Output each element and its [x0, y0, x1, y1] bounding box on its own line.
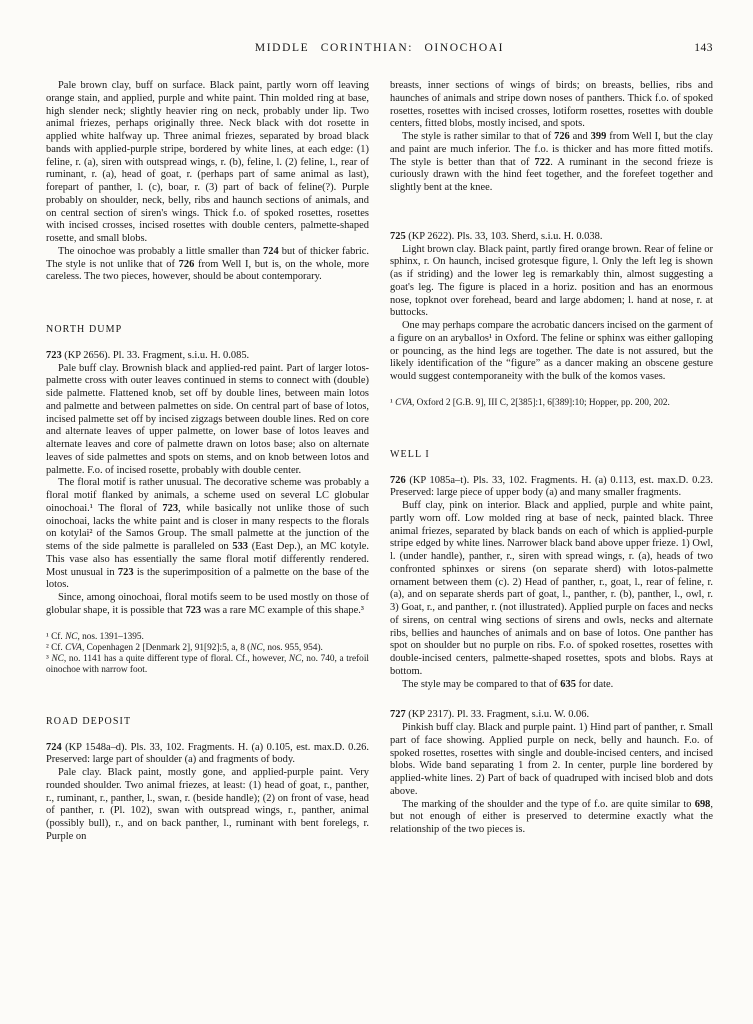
catalog-entry-heading: 723 (KP 2656). Pl. 33. Fragment, s.i.u. H. 0.085.: [46, 349, 250, 361]
running-head: [46, 42, 713, 54]
section-heading: ROAD DEPOSIT: [46, 715, 132, 727]
paragraph: Pale clay. Black paint, mostly gone, and applied-purple paint. Very rounded shoulder. Two animal friezes, at least: (1) head of goat, r., panther, r., ruminant, r., panther, l., swan, r. (beside handle); (2) on front of vase, head of panther, r. (Pl. 102), swan with outspread wings, r., panther, animal (possibly bull), r., and on back panther, l., ruminant with bent forelegs, r. Purple on: [46, 767, 369, 842]
section-heading: WELL I: [390, 448, 430, 460]
paragraph: Pale buff clay. Brownish black and applied-red paint. Part of larger lotos-palmette cross with outer leaves continued in stems to connect with (double) side palmette. Flattened knob, set off by double lines, between main lotos and palmette and between palmettes on side. On central part of base of lotos, incised palmette set off by incised zigzags between double lines. Red on core and alternate leaves of upper palmette, on lower base of lotos leaves and alternate leaves and core of palmette drawn on lotos base; also on alternate leaves of side palmettes and spots on stems, and on knob between lotos and palmette. F.o. of incised rosette, probably with double center.: [46, 362, 369, 476]
text-columns: [46, 80, 713, 844]
paragraph: Light brown clay. Black paint, partly fired orange brown. Rear of feline or sphinx, r. On haunch, incised grotesque figure, l. Only the left leg is shown (as if striding) and the lower leg is remarkably thin, almost suggesting a goat's leg. The figure is placed in a horiz. position and has an enormous nose, topknot over forehead, beard and large abdomen; l. hand at nose, r. at buttocks.: [390, 243, 713, 319]
section-heading: NORTH DUMP: [46, 324, 123, 335]
catalog-entry-heading: 726 (KP 1085a–t). Pls. 33, 102. Fragments. H. (a) 0.113, est. max.D. 0.23. Preserved: large piece of upper body (a) and many smaller fragments.: [390, 474, 713, 499]
paragraph: The floral motif is rather unusual. The decorative scheme was probably a floral motif flanked by animals, a scheme used on several LC globular oinochoai.¹ The floral of 723, while basically not unlike those of such oinochoai, lacks the white paint and is closer in many respects to the florals on kotylai² of the Samos Group. The small palmette at the junction of the stems of the side palmette is paralleled on 533 (East Dep.), an MC kotyle. This vase also has essentially the same floral motif differently rendered. Most unusual in 723 is the superimposition of a palmette on the base of the lotos.: [46, 477, 369, 591]
paragraph: The oinochoe was probably a little smaller than 724 but of thicker fabric. The style is not unlike that of 726 from Well I, but is, on the whole, more careless. The two pieces, however, should be about contemporary.: [46, 245, 369, 283]
footnote: ¹ CVA, Oxford 2 [G.B. 9], III C, 2[385]:1, 6[389]:10; Hopper, pp. 200, 202.: [390, 397, 670, 408]
paragraph: The style is rather similar to that of 726 and 399 from Well I, but the clay and paint are much inferior. The f.o. is thicker and has more fitted motifs. The style is better than that of 722. A ruminant in the second frieze is curiously drawn with the hind feet together, and the forefeet together and slightly bent at the knee.: [390, 131, 713, 193]
footnote: ² Cf. CVA, Copenhagen 2 [Denmark 2], 91[92]:5, a, 8 (NC, nos. 955, 954).: [46, 642, 323, 653]
paragraph: Pale brown clay, buff on surface. Black paint, partly worn off leaving orange stain, and applied, purple and white paint. Thin molded ring at base, high slender neck; slightly heavier ring on neck, probably under lip. Two animal friezes, perhaps originally three. Neck black with dot rosette in applied white halfway up. Three animal friezes, separated by broad black bands with applied-purple stripe, bordered by white lines, at each edge: (1) feline, r. (a), siren with outspread wings, r. (b), feline, l. (2) feline, l., rear of ruminant, r. (a), head of goat, r. (perhaps part of same animal as last), forepart of panther, l. (c), boar, r. (3) part of back of feline(?). Purple probably on shoulder, neck, belly, ribs and haunch sections of animals, and on central section of siren's wings. Thick f.o. of spoked rosettes, rosettes with incised crosses, incised rosettes with double centers, palmette-shaped rosette, and small blobs.: [46, 80, 369, 244]
paragraph: Pinkish buff clay. Black and purple paint. 1) Hind part of panther, r. Small part of face showing. Applied purple on neck, belly and haunch. F.o. of spoked rosettes, rosettes with single and double-incised centers, and incised blobs. Wide band separating 1 from 2. In center, purple line bordered by applied-white lines. 2) Part of back of quadruped with incised blob and dots above.: [390, 722, 713, 797]
paragraph: The style may be compared to that of 635 for date.: [402, 678, 614, 690]
paragraph: One may perhaps compare the acrobatic dancers incised on the garment of a figure on an aryballos¹ in Oxford. The feline or sphinx was either galloping or pouncing, as the hind legs are together. The date is not assured, but the likely identification of the “figure” as a dancer making an obscene gesture would suggest contemporaneity with the bulk of the komos vases.: [390, 320, 713, 382]
page-number: 143: [694, 42, 713, 54]
footnote: ³ NC, no. 1141 has a quite different type of floral. Cf., however, NC, no. 740, a trefoil oinochoe with narrow foot.: [46, 653, 369, 675]
paragraph: The marking of the shoulder and the type of f.o. are quite similar to 698, but not enough of either is preserved to determine exactly what the relationship of the two pieces is.: [390, 798, 713, 836]
paragraph: Since, among oinochoai, floral motifs seem to be used mostly on those of globular shape, it is possible that 723 was a rare MC example of this shape.³: [46, 592, 369, 616]
column-right: [390, 80, 713, 844]
column-left: [46, 80, 369, 844]
footnote: ¹ Cf. NC, nos. 1391–1395.: [46, 631, 144, 642]
catalog-entry-heading: 727 (KP 2317). Pl. 33. Fragment, s.i.u. W. 0.06.: [390, 709, 590, 721]
paragraph: Buff clay, pink on interior. Black and applied, purple and white paint, partly worn off. Low molded ring at base of neck, painted black. Three animal friezes, separated by black bands on each of which is applied-purple stripe edged by white lines. Narrower black band above upper frieze. 1) Owl, l. (under handle), panther, r., siren with spread wings, r. (a), heads of two confronted sphinxes or sirens (on separate sherd) with lotos-palmette ornament between them (c). 2) Head of panther, r., goat, l., rear of feline, r. (a), and on separate sherds part of goat, l., panther, r. (b), panther, l., owl, r. 3) Goat, r., and panther, r. (not illustrated). Applied purple on faces and necks of sirens, on central wing sections of sirens and owls, necks and alternate ribs, bellies and haunches of animals and on base of lotos. One panther has spot on shoulder but no purple on ribs. F.o. of spoked rosettes, rosettes with double-incised centers, palmette-shaped rosettes, spots and blobs. Rays at bottom.: [390, 500, 713, 677]
page-title: MIDDLE CORINTHIAN: OINOCHOAI: [254, 42, 505, 54]
paragraph: breasts, inner sections of wings of birds; on breasts, bellies, ribs and haunches of animals and stripe down noses of panthers. Thick f.o. of spoked rosettes, rosettes with incised crosses, lotiform rosettes, rosettes with double centers, fitted blobs, mostly incised, and spots.: [390, 80, 713, 130]
catalog-entry-heading: 724 (KP 1548a–d). Pls. 33, 102. Fragments. H. (a) 0.105, est. max.D. 0.26. Preserved: large part of shoulder (a) and fragments of body.: [46, 741, 369, 766]
catalog-entry-heading: 725 (KP 2622). Pls. 33, 103. Sherd, s.i.u. H. 0.038.: [390, 230, 603, 242]
